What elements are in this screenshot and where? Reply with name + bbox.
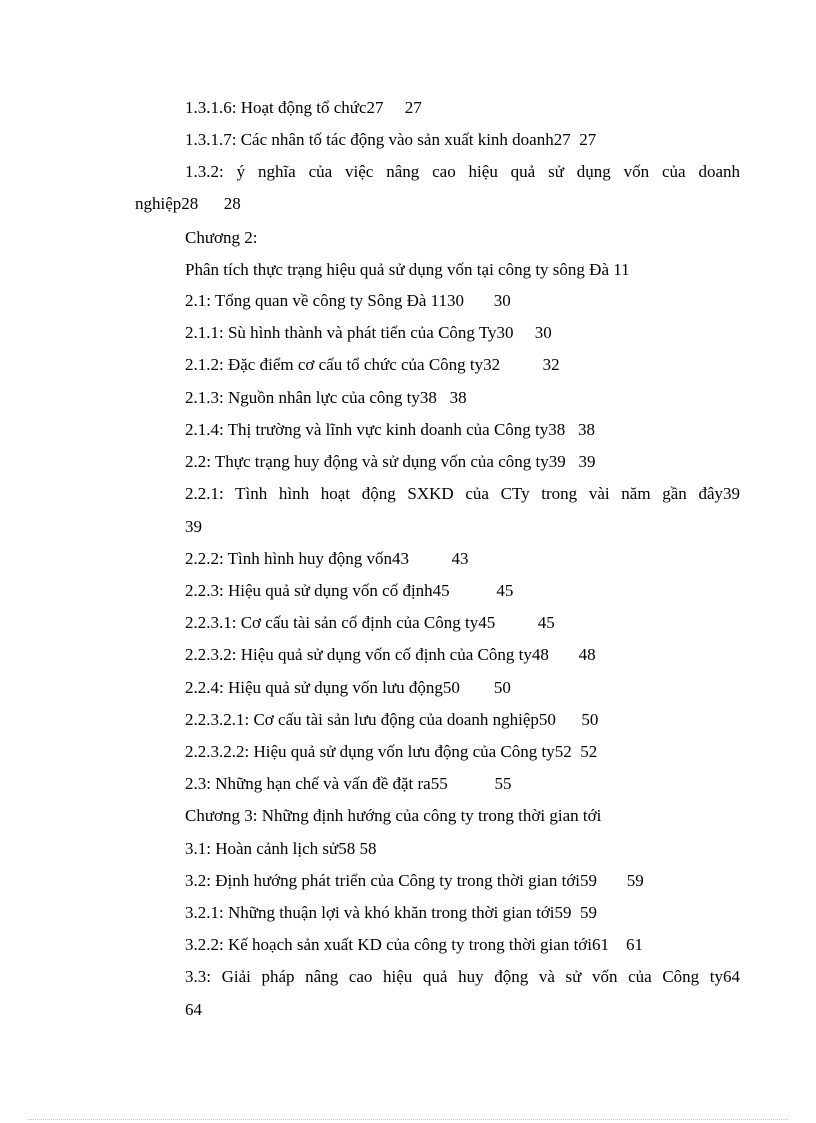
chapter-3-heading: Chương 3: Những định hướng của công ty trong thời gian tới (185, 806, 602, 825)
toc-entry-2-1-3: 2.1.3: Nguồn nhân lực của công ty38 38 (185, 388, 467, 407)
toc-entry-3-2: 3.2: Định hướng phát triển của Công ty trong thời gian tới59 59 (185, 871, 644, 890)
toc-entry-2-2-3-2-2: 2.2.3.2.2: Hiệu quả sử dụng vốn lưu động của Công ty52 52 (185, 742, 598, 761)
toc-entry-1-3-1-7: 1.3.1.7: Các nhân tố tác động vào sản xuất kinh doanh27 27 (185, 130, 597, 149)
toc-entry-3-1: 3.1: Hoàn cảnh lịch sử58 58 (185, 839, 377, 858)
toc-entry-2-2-3-2: 2.2.3.2: Hiệu quả sử dụng vốn cố định của Công ty48 48 (185, 645, 596, 664)
toc-entry-2-2-1: 2.2.1: Tình hình hoạt động SXKD của CTy trong vài năm gần đây39 (185, 484, 740, 503)
chapter-2-title: Phân tích thực trạng hiệu quả sử dụng vốn tại công ty sông Đà 11 (185, 260, 630, 279)
toc-entry-2-1-2: 2.1.2: Đặc điểm cơ cấu tổ chức của Công ty32 32 (185, 355, 560, 374)
toc-entry-2-1-4: 2.1.4: Thị trường và lĩnh vực kinh doanh của Công ty38 38 (185, 420, 596, 439)
page-bottom-divider (28, 1119, 788, 1120)
toc-entry-3-2-2: 3.2.2: Kế hoạch sản xuất KD của công ty trong thời gian tới61 61 (185, 935, 644, 954)
toc-entry-2-2-3: 2.2.3: Hiệu quả sử dụng vốn cố định45 45 (185, 581, 514, 600)
toc-entry-2-2: 2.2: Thực trạng huy động và sử dụng vốn của công ty39 39 (185, 452, 596, 471)
chapter-2-heading: Chương 2: (185, 228, 258, 247)
toc-entry-1-3-2: 1.3.2: ý nghĩa của việc nâng cao hiệu quả sử dụng vốn của doanh (185, 162, 740, 181)
toc-entry-2-2-2: 2.2.2: Tình hình huy động vốn43 43 (185, 549, 469, 568)
toc-entry-3-3-cont: 64 (185, 1000, 202, 1019)
toc-entry-2-2-3-1: 2.2.3.1: Cơ cấu tài sản cố định của Công ty45 45 (185, 613, 555, 632)
toc-entry-3-3: 3.3: Giải pháp nâng cao hiệu quả huy động và sử vốn của Công ty64 (185, 967, 740, 986)
toc-entry-2-2-3-2-1: 2.2.3.2.1: Cơ cấu tài sản lưu động của doanh nghiệp50 50 (185, 710, 599, 729)
toc-entry-2-1-1: 2.1.1: Sù hình thành và phát tiển của Công Ty30 30 (185, 323, 552, 342)
toc-entry-1-3-1-6: 1.3.1.6: Hoạt động tổ chức27 27 (185, 98, 422, 117)
toc-entry-2-3: 2.3: Những hạn chế và vấn đề đặt ra55 55 (185, 774, 512, 793)
toc-entry-1-3-2-cont: nghiệp28 28 (135, 194, 241, 213)
toc-entry-2-2-1-cont: 39 (185, 517, 202, 536)
toc-entry-2-2-4: 2.2.4: Hiệu quả sử dụng vốn lưu động50 50 (185, 678, 511, 697)
toc-entry-3-2-1: 3.2.1: Những thuận lợi và khó khăn trong thời gian tới59 59 (185, 903, 598, 922)
toc-entry-2-1: 2.1: Tổng quan về công ty Sông Đà 1130 30 (185, 291, 511, 310)
